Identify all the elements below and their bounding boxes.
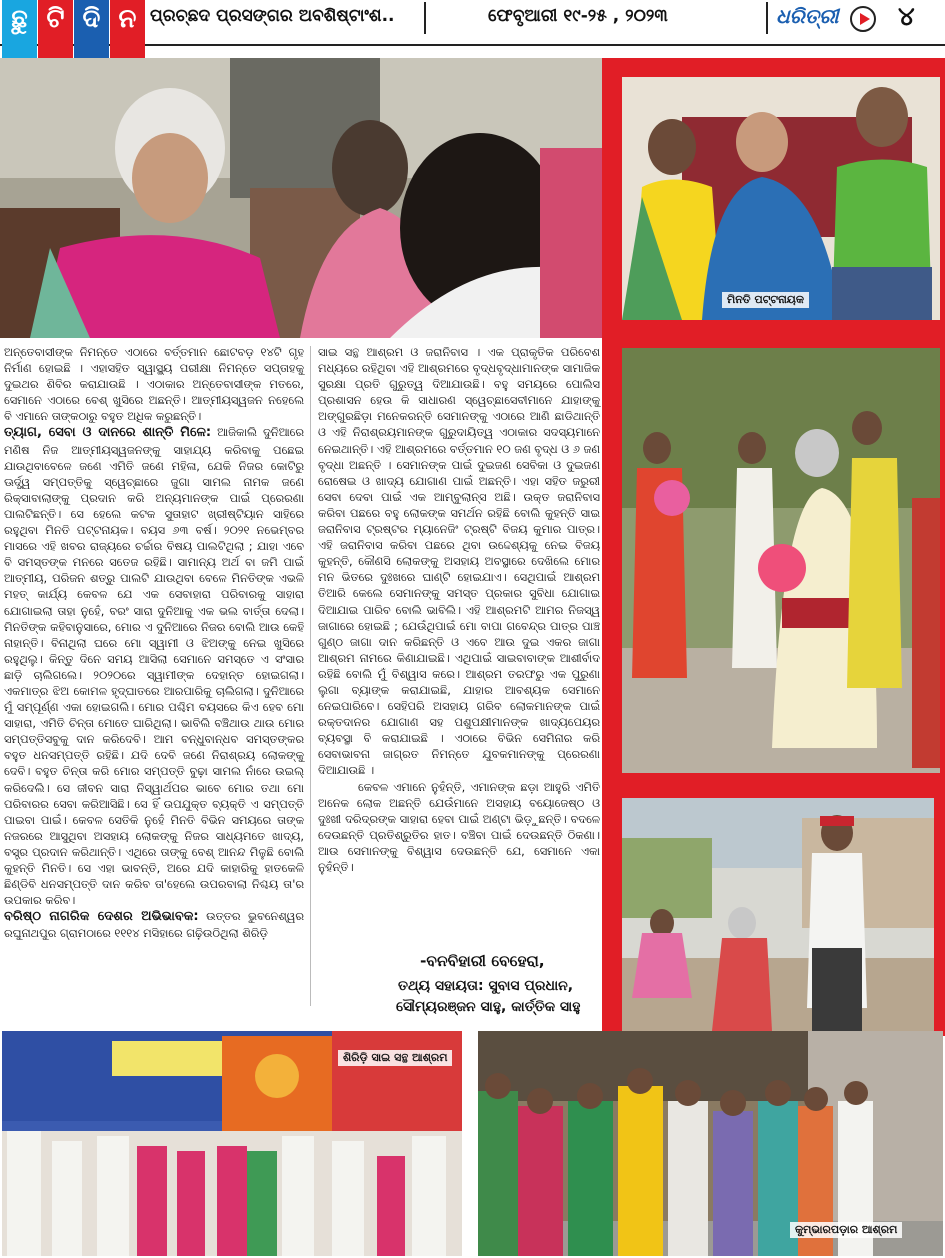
logo-letter: ଟି xyxy=(38,0,73,62)
logo-letter: ଦି xyxy=(74,0,109,62)
photo-caption: ଶିରିଡ଼ି ସାଇ ସନ୍ଥ ଆଶ୍ରମ xyxy=(338,1050,452,1066)
logo-letter: ନ xyxy=(110,0,145,62)
logo-letter: ଛୁ xyxy=(2,0,37,62)
article-text: ଆଜିକାଲି ଦୁନିଆରେ ମଣିଷ ନିଜ ଆତ୍ମୀୟସ୍ୱଜନଙ୍କୁ ସାହାଯ୍ୟ କରିବାକୁ ପଛେଇ ଯାଉଥିବାବେଳେ ଜଣେ ଏମିତି ଜଣେ ମହିଳା, ଯେକି ନିଜର କୋଟିରୁ ଊର୍ଦ୍ଧ୍ୱ ସମ୍ପତ୍ତିକୁ ସ୍ୱେଚ୍ଛାରେ ଜୁଗା ସାମଲ ନାମକ ଜଣେ ରିକ୍ସାବାଲାଙ୍କୁ ପ୍ରଦାନ କରି ଅନ୍ୟମାନଙ୍କ ପାଇଁ ପ୍ରେରଣା ପାଲଟିଛନ୍ତି। ସେ ହେଲେ କଟକ ସୁତାହାଟ ଖ୍ରୀଷ୍ଟିୟାନ ସାହିରେ ରହୁଥିବା ମିନତି ପଟ୍ଟନାୟକ। ବୟସ ୬୩ ବର୍ଷ। ୨୦୨୧ ନଭେମ୍ବର ମାସରେ ଏହି ଖବର ରାଜ୍ୟରେ ଚର୍ଚ୍ଚାର ବିଷୟ ପାଲଟିଥିଲା ; ଯାହା ଏବେ ବି ସମସ୍ତଙ୍କ ମନରେ ସତେଜ ରହିଛି। ସାମାନ୍ୟ ଅର୍ଥ ବା ଜମି ପାଇଁ ଆତ୍ମୀୟ, ପରିଜନ ଶତ୍ରୁ ପାଲଟି ଯାଉଥିବା ବେଳେ ମିନତିଙ୍କ ଏଭଳି ମହତ୍ କାର୍ଯ୍ୟ କେବଳ ଯେ ଏକ ସେବାହାରା ପରିବାରକୁ ସାହାରା ଯୋଗାଇଲା ତାହା ନୁହେଁ, ବରଂ ସାରା ଦୁନିଆକୁ ଏକ ଭଲ ବାର୍ତ୍ତା ଦେଲା। ମିନତିଙ୍କ କହିବାନୁସାରେ, ମୋର ଏ ଦୁନିଆରେ ନିଜର ବୋଲି ଆଉ କେହି ନାହାନ୍ତି। ବିନାଥିଲା ଘରେ ମୋ ସ୍ୱାମୀ ଓ ଝିଅଙ୍କୁ ନେଇ ଖୁସିରେ ରହୁଥିଲୁ। କିନ୍ତୁ ଦିନେ ସମୟ ଆସିଲା ସେମାନେ ସମସ୍ତେ ଏ ସଂସାର ଛାଡ଼ି ଚାଲିଗଲେ। ୨୦୨୦ରେ ସ୍ୱାମୀଙ୍କ ଦେହାନ୍ତ ହୋଇଗଲା। ଏକମାତ୍ର ଝିଅ କୋମଳ ହୃଦ୍‌ଘାତରେ ଆରପାରିକୁ ଚାଲିଗଲା। ଦୁନିଆରେ ମୁଁ ସମ୍ପୂର୍ଣ୍ଣ ଏକା ହୋଇଗଲି। ମୋର ପଶ୍ଚିମ ବୟସରେ କିଏ ହେବ ମୋ ସାହାରା, ଏମିତି ଚିନ୍ତା ମୋତେ ଘାରିଥିଲା। ଭାବିଲି ବଞ୍ଚିଥାଉ ଥାଉ ମୋର ସମ୍ପତ୍ତିସବୁକୁ ଦାନ କରିଦେବି। ଆମ ବନ୍ଧୁବାନ୍ଧବ ସମସ୍ତଙ୍କର ବହୁତ ଧନସମ୍ପତ୍ତି ରହିଛି। ଯଦି ଦେବି ଜଣେ ନିରାଶ୍ରୟ ଲୋକଙ୍କୁ ଦେବି। ବହୁତ ଚିନ୍ତା କରି ମୋର ସମ୍ପତ୍ତି ବୁଢ଼ା ସାମଲ ନାଁରେ ଉଇଲ୍ କରିଦେଲି। ସେ ଜୀବନ ସାରା ନିସ୍ୱାର୍ଥପର ଭାବେ ମୋର ତଥା ମୋ ପରିବାରର ସେବା କରିଆସିଛି। ସେ ହିଁ ଉପଯୁକ୍ତ ବ୍ୟକ୍ତି ଏ ସମ୍ପତ୍ତି ପାଇବା ପାଇଁ। କେବଳ ସେତିକି ନୁହେଁ ମିନତି ବିଭିନ ସମୟରେ ତାଙ୍କ ନଜରରେ ଆସୁଥିବା ଅସହାୟ ଲୋକଙ୍କୁ ନିଜର ସାଧ୍ୟମତେ ଖାଦ୍ୟ, ବସ୍ତ୍ର ପ୍ରଦାନ କରିଥାନ୍ତି। ଏଥିରେ ତାଙ୍କୁ ବେଶ୍ ଆନନ୍ଦ ମିଳୁଛି ବୋଲି କୁହନ୍ତି ମିନତି। ସେ ଏହା ଭାବନ୍ତି, ଅରେ ଯଦି କାହାରିକୁ ହାତକେଳି ଛିଣ୍ଡିବି ଧନସମ୍ପତ୍ତି ଦାନ କରିବ ତା'ହେଲେ ଉପରବାଲା ନିଶ୍ଚୟ ତା'ର ଉପକାର କରିବ। xyxy=(4,425,305,908)
article-subheading: ବରିଷ୍ଠ ନାଗରିକ ଦେଶର ଅଭିଭାବକ: xyxy=(4,909,199,925)
section-title: ପ୍ରଚ୍ଛଦ ପ୍ରସଙ୍ଗର ଅବଶିଷ୍ଟାଂଶ.. xyxy=(150,6,395,26)
article-paragraph: ସାଇ ସନ୍ଥ ଆଶ୍ରମ ଓ ଜରାନିବାସ । ଏକ ପ୍ରାକୃତିକ ପରିବେଶ ମଧ୍ୟରେ ରହିଥିବା ଏହି ଆଶ୍ରମରେ ବୃଦ୍ଧବୃଦ୍ଧାମାନଙ୍କ ସାମାଜିକ ସୁରକ୍ଷା ପ୍ରତି ଗୁରୁତ୍ୱ ଦିଆଯାଉଛି। ବହୁ ସମୟରେ ପୋଲିସ ପ୍ରଶାସନ ହେଉ କି ସାଧାରଣ ସ୍ୱେଚ୍ଛାସେବୀମାନେ ଯାହାଙ୍କୁ ଅଙ୍ଗୁରଛିଡ଼ା ମନେକରନ୍ତି ସେମାନଙ୍କୁ ଏଠାରେ ଆଣି ଛାଡିଥାନ୍ତି ଓ ଏହି ନିରାଶ୍ରୟମାନଙ୍କ ଗୁରୁଦାୟିତ୍ୱ ଏଠାକାର ସଦସ୍ୟମାନେ ନେଇଥାନ୍ତି। ଏହି ଆଶ୍ରମରେ ବର୍ତ୍ତମାନ ୧୦ ଜଣ ବୃଦ୍ଧ ଓ ୬ ଜଣ ବୃଦ୍ଧା ଅଛନ୍ତି । ସେମାନଙ୍କ ପାଇଁ ଦୁଇଜଣ ସେବିକା ଓ ଦୁଇଜଣ ରୋଷେଇ ଓ ଖାଦ୍ୟ ଯୋଗାଣ ପାଇଁ ଅଛନ୍ତି। ଏହା ସହିତ ଜରୁରୀ ସେବା ଦେବା ପାଇଁ ଏକ ଆମ୍ବୁଲାନ୍ସ ଅଛି। ଉକ୍ତ ଜରାନିବାସ କରିବା ପଛରେ ବହୁ ଲୋକଙ୍କ ସମର୍ଥନ ରହିଛି ବୋଲି କୁହନ୍ତି ସାଇ ଜରାନିବାସ ଟ୍ରଷ୍ଟର ମ୍ୟାନେଜିଂ ଟ୍ରଷ୍ଟି ବିଜୟ କୁମାର ପାତ୍ର। ଏହି ଜରାନିବାସ କରିବା ପଛରେ ଥିବା ଉଦ୍ଦେଶ୍ୟକୁ ନେଇ ବିଜୟ କୁହନ୍ତି, କୌଣସି ଲୋକଙ୍କୁ ଅସହାୟ ଅବସ୍ଥାରେ ଦେଖିଲେ ମୋର ମନ ଭିତରେ ଦୁଃଖରେ ଘାଣ୍ଟି ହୋଇଯାଏ। ସେଥିପାଇଁ ଆଶ୍ରମ ତିଆରି କେଲେ ସେମାନଙ୍କୁ ସମସ୍ତ ପ୍ରକାର ସୁବିଧା ଯୋଗାଇ ଦିଆଯାଇ ପାରିବ ବୋଲି ଭାବିଲି। ଏହି ଆଶ୍ରମଟି ଆମର ନିଜସ୍ୱ ଜାଗାରେ ହୋଇଛି ; ଯେଉଁଥିପାଇଁ ମୋ ବାପା ଗବେନ୍ଦ୍ର ପାତ୍ର ପାଞ୍ଚ ଗୁଣ୍ଠ ଜାଗା ଦାନ କରିଛନ୍ତି ଓ ଏବେ ଆଉ ଦୁଇ ଏକର ଜାଗା ଆଶ୍ରମ ନାମରେ କିଣାଯାଇଛି। ଏଥିପାଇଁ ସାଇବାବାଙ୍କ ଆଶୀର୍ବାଦ ରହିଛି ବୋଲି ମୁଁ ବିଶ୍ୱାସ କରେ। ଆଶ୍ରମ ତରଫରୁ ଏକ ପୁରୁଣା ଲୁଗା ବ୍ୟାଙ୍କ କରାଯାଇଛି, ଯାହାର ଆବଶ୍ୟକ ସେମାନେ ନେଇପାରିବେ। ସେହିପରି ଅସହାୟ ଗରିବ ଲୋକମାନଙ୍କ ପାଇଁ ରକ୍ତଦାନର ଯୋଗାଣ ସହ ପଶୁପକ୍ଷୀମାନଙ୍କ ଖାଦ୍ୟପେୟର ବ୍ୟବସ୍ଥା ବି କରାଯାଇଛି । ଏଠାରେ ବିଭିନ ସେମିନାର କରି ସେବାଭାବନା ଜାଗ୍ରତ ନିମନ୍ତେ ଯୁବକମାନଙ୍କୁ ପ୍ରେରଣା ଦିଆଯାଉଛି । xyxy=(318,345,600,778)
article-paragraph xyxy=(4,908,304,941)
dharitri-brand: ଧରିତ୍ରୀ xyxy=(776,4,839,28)
column-divider xyxy=(310,346,311,1006)
page-header xyxy=(0,0,945,46)
article-subheading: ତ୍ୟାଗ, ସେବା ଓ ଦାନରେ ଶାନ୍ତି ମିଳେ: xyxy=(4,425,212,441)
article-column-middle xyxy=(318,344,600,875)
header-divider xyxy=(766,2,768,34)
credit-line: ସୌମ୍ୟରଞ୍ଜନ ସାହୁ, କାର୍ତ୍ତିକ ସାହୁ xyxy=(396,999,581,1015)
photo-volunteer-street xyxy=(622,798,934,1031)
article-paragraph: କେବଳ ଏମାନେ ନୁହଁନ୍ତି, ଏମାନଙ୍କ ଛଡ଼ା ଆହୁରି ଏମିତି ଅନେକ ଲୋକ ଅଛନ୍ତି ଯେଉଁମାନେ ଅସହାୟ ବୟୋଜେଷ୍ଠ ଓ ଦୁଃଖୀ ଦରିଦ୍ରଙ୍କ ସାହାରା ହେବା ପାଇଁ ଅଣ୍ଟା ଭିଡ଼ୁଛନ୍ତି। ବଦଳେ ଦେଉଛନ୍ତି ପ୍ରତିଶ୍ରୁତିର ହାତ। ବଞ୍ଚିବା ପାଇଁ ଦେଉଛନ୍ତି ଠିକଣା। ଆଉ ସେମାନଙ୍କୁ ବିଶ୍ୱାସ ଦେଉଛନ୍ତି ଯେ, ସେମାନେ ଏକା ନୁହଁନ୍ତି। xyxy=(318,779,600,874)
play-icon xyxy=(850,6,876,32)
article-paragraph xyxy=(4,424,304,908)
photo-ashram-ceremony xyxy=(622,348,940,773)
photo-minati-pattnaik xyxy=(622,77,940,320)
article-text: ଉତ୍ତର ଭୁବନେଶ୍ୱର ରଘୁନାଥପୁର ଗ୍ରାମଠାରେ ୧୧୧୪ ମସିହାରେ ଗଢ଼ିଉଠିଥିଲା ଶିରିଡ଼ି xyxy=(4,909,304,941)
main-photo-elderly-woman xyxy=(0,58,602,338)
page-number: ୪ xyxy=(898,2,915,32)
header-divider xyxy=(424,2,426,34)
photo-caption: କୁମ୍ଭାରପଡ଼ାର ଆଶ୍ରମ xyxy=(790,1222,902,1238)
issue-date: ଫେବୃଆରୀ ୧୯-୨୫ , ୨୦୨୩ xyxy=(488,6,668,26)
article-paragraph: ଅନ୍ତେବାସୀଙ୍କ ନିମନ୍ତେ ଏଠାରେ ବର୍ତ୍ତମାନ ଛୋଟବଡ଼ ୧୪ଟି ଗୃହ ନିର୍ମାଣ ହୋଇଛି । ଏହାସହିତ ସ୍ୱାସ୍ଥ୍ୟ ପରୀକ୍ଷା ନିମନ୍ତେ ସପ୍ତାହକୁ ଦୁଇଥର ଶିବିର କରାଯାଉଛି । ଏଠାକାର ଅନ୍ତେବାସୀଙ୍କ ମତରେ, ସେମାନେ ଏଠାରେ ବେଶ୍ ଖୁସିରେ ଅଛନ୍ତି। ଆତ୍ମୀୟସ୍ୱଜନ ନହେଲେ ବି ଏମାନେ ତାଙ୍କଠାରୁ ବହୁତ ଅଧିକ କରୁଛନ୍ତି। xyxy=(4,345,304,424)
author-byline: -ବନବିହାରୀ ବେହେରା, xyxy=(420,952,545,970)
chhutidina-logo xyxy=(2,0,146,62)
credit-line: ତଥ୍ୟ ସହାୟତା: ସୁବାସ ପ୍ରଧାନ, xyxy=(398,978,574,994)
photo-caption: ମିନତି ପଟ୍ଟନାୟକ xyxy=(722,292,809,308)
article-column-left xyxy=(4,344,304,941)
